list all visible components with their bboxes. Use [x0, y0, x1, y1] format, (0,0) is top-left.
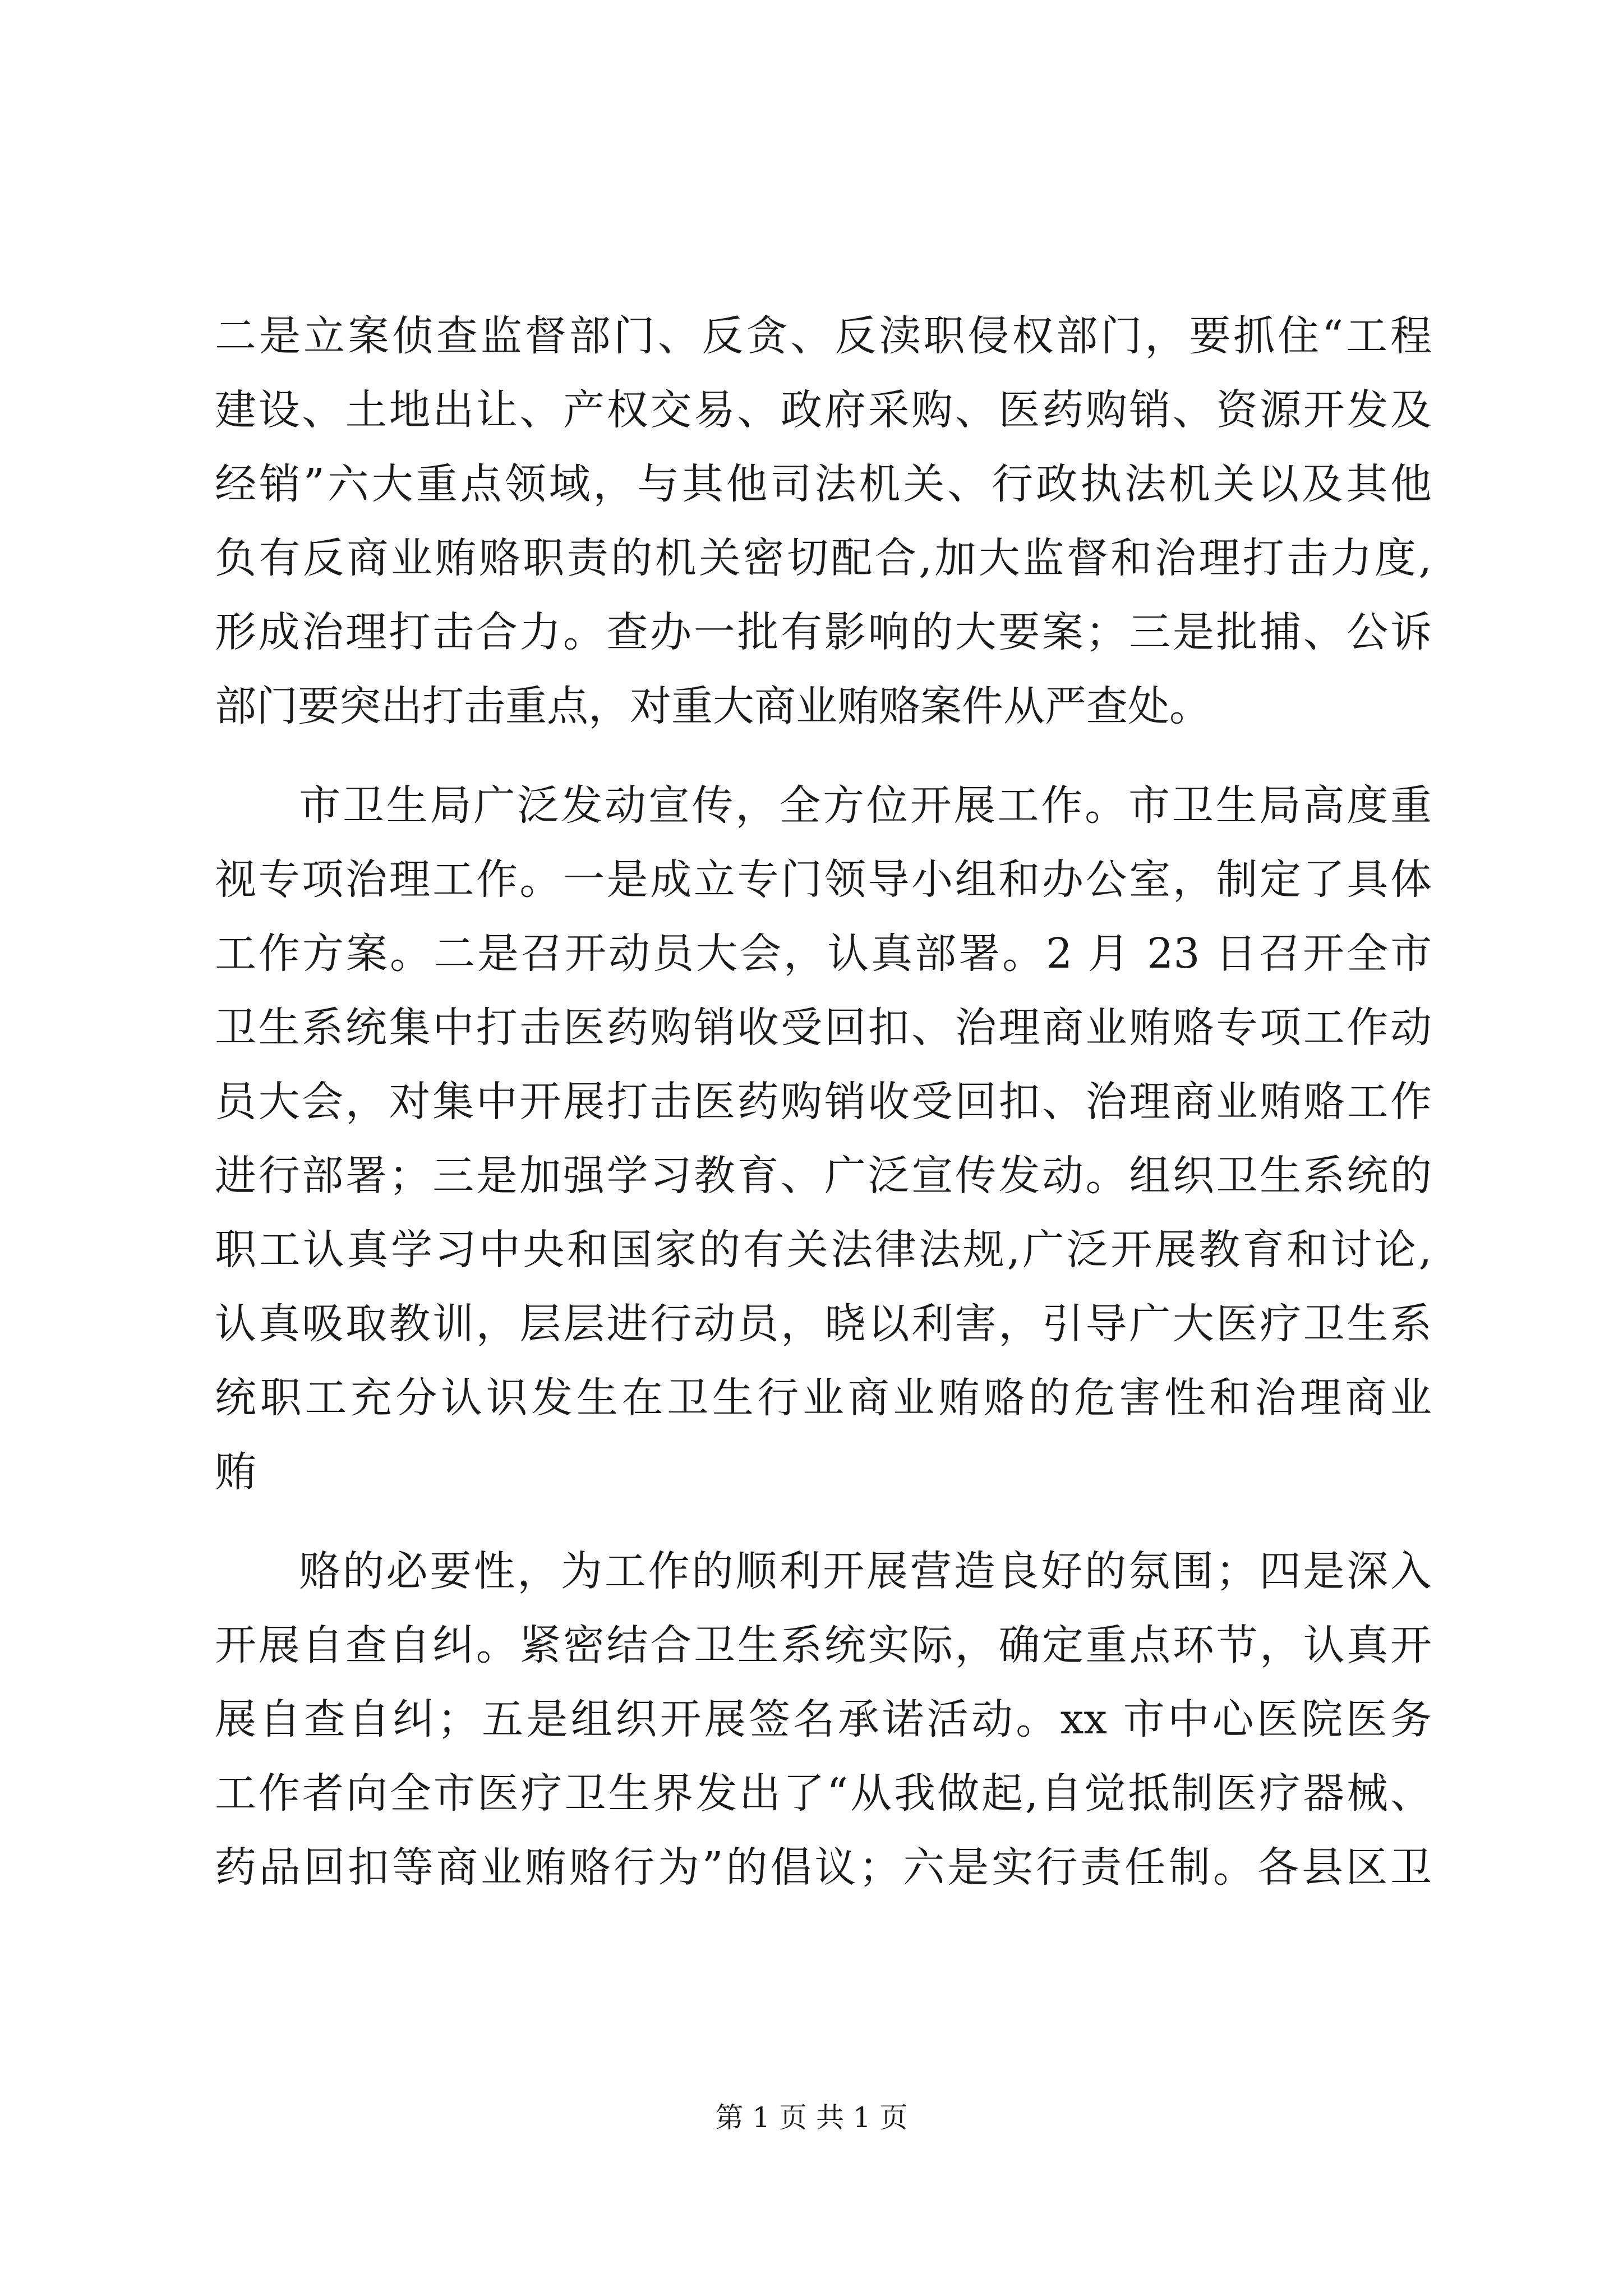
text-line: 贿	[215, 1448, 256, 1496]
text-line: 卫生系统集中打击医药购销收受回扣、治理商业贿赂专项工作动	[215, 1004, 1432, 1052]
text-line: 员大会，对集中开展打击医药购销收受回扣、治理商业贿赂工作	[215, 1078, 1432, 1126]
text-line: 认真吸取教训，层层进行动员，晓以利害，引导广大医疗卫生系	[215, 1300, 1432, 1348]
text-line: 进行部署；三是加强学习教育、广泛宣传发动。组织卫生系统的	[215, 1152, 1432, 1200]
text-line: 工作者向全市医疗卫生界发出了“从我做起,自觉抵制医疗器械、	[215, 1769, 1432, 1818]
text-line: 统职工充分认识发生在卫生行业商业贿赂的危害性和治理商业	[215, 1374, 1432, 1422]
text-line: 视专项治理工作。一是成立专门领导小组和办公室，制定了具体	[215, 855, 1432, 904]
text-line: 二是立案侦查监督部门、反贪、反渎职侵权部门，要抓住“工程	[215, 312, 1432, 360]
page-footer: 第 1 页 共 1 页	[715, 2101, 908, 2134]
text-line: 展自查自纠；五是组织开展签名承诺活动。xx 市中心医院医务	[215, 1695, 1432, 1743]
text-line: 部门要突出打击重点，对重大商业贿赂案件从严查处。	[215, 682, 1211, 730]
text-line: 建设、土地出让、产权交易、政府采购、医药购销、资源开发及	[215, 386, 1432, 434]
text-line: 市卫生局广泛发动宣传，全方位开展工作。市卫生局高度重	[299, 781, 1432, 830]
text-line: 形成治理打击合力。查办一批有影响的大要案；三是批捕、公诉	[215, 608, 1432, 656]
text-line: 赂的必要性，为工作的顺利开展营造良好的氛围；四是深入	[299, 1547, 1432, 1595]
text-line: 药品回扣等商业贿赂行为”的倡议；六是实行责任制。各县区卫	[215, 1843, 1432, 1892]
text-line: 经销”六大重点领域，与其他司法机关、行政执法机关以及其他	[215, 460, 1432, 508]
text-line: 开展自查自纠。紧密结合卫生系统实际，确定重点环节，认真开	[215, 1621, 1432, 1669]
text-line: 工作方案。二是召开动员大会，认真部署。2 月 23 日召开全市	[215, 930, 1432, 978]
text-line: 负有反商业贿赂职责的机关密切配合,加大监督和治理打击力度,	[215, 534, 1432, 582]
text-line: 职工认真学习中央和国家的有关法律法规,广泛开展教育和讨论,	[215, 1226, 1432, 1274]
